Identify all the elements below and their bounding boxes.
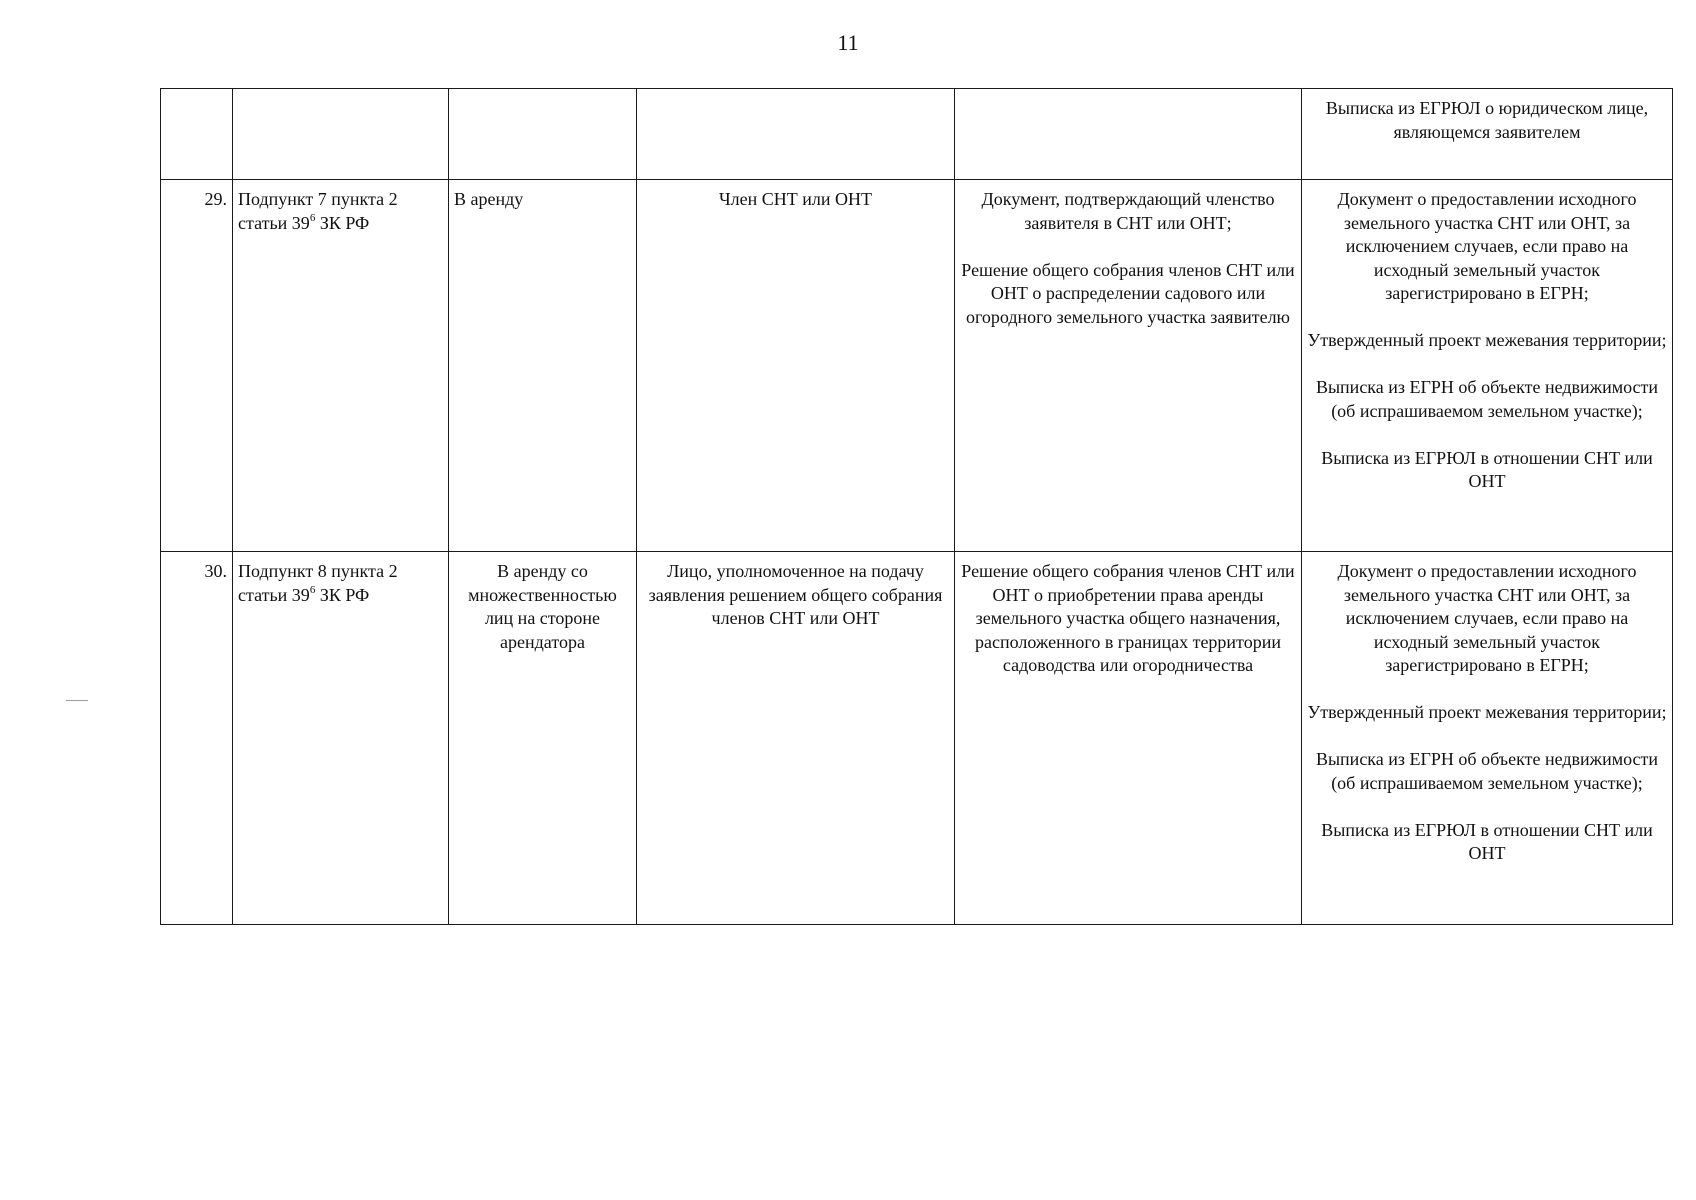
requested-docs (1302, 552, 1673, 925)
cell-right-type (449, 89, 637, 180)
requested-doc: Выписка из ЕГРН об объекте недвижимости (об испрашиваемом земельном участке); (1315, 377, 1659, 421)
services-table (160, 88, 1673, 925)
cell-basis (233, 89, 449, 180)
applicant-doc: Решение общего собрания членов СНТ или ОНТ о приобретении права аренды земельного участка общего назначения, расположенного в границах территории садоводства или огородничества (961, 561, 1295, 675)
table-row-continuation (161, 89, 1673, 180)
basis-tail: ЗК РФ (315, 584, 370, 605)
cell-number (161, 89, 233, 180)
applicant-doc: Документ, подтверждающий членство заявителя в СНТ или ОНТ; (981, 189, 1275, 233)
requested-doc: Утвержденный проект межевания территории; (1307, 702, 1667, 722)
requested-doc: Выписка из ЕГРЮЛ в отношении СНТ или ОНТ (1321, 447, 1653, 491)
legal-basis (233, 552, 449, 925)
row-number: 29. (161, 180, 233, 552)
basis-superscript: 6 (309, 583, 316, 596)
applicant-doc: Решение общего собрания членов СНТ или ОНТ о распределении садового или огородного земельного участка заявителю (961, 259, 1295, 327)
applicant-docs (955, 180, 1302, 552)
requested-docs (1302, 180, 1673, 552)
right-type: В аренду со множественностью лиц на стороне арендатора (449, 552, 637, 925)
margin-mark (66, 700, 88, 701)
row-number: 30. (161, 552, 233, 925)
requested-doc: Документ о предоставлении исходного земельного участка СНТ или ОНТ, за исключением случаев, если право на исходный земельный участок зарегистрировано в ЕГРН; (1337, 561, 1637, 675)
requested-doc: Выписка из ЕГРЮЛ о юридическом лице, являющемся заявителем (1325, 98, 1649, 142)
applicant: Лицо, уполномоченное на подачу заявления решением общего собрания членов СНТ или ОНТ (637, 552, 955, 925)
legal-basis (233, 180, 449, 552)
basis-text: Подпункт 7 пункта 2 статьи 39 (238, 189, 398, 233)
page-number: 11 (837, 30, 859, 55)
basis-text: Подпункт 8 пункта 2 статьи 39 (238, 561, 398, 605)
requested-doc: Документ о предоставлении исходного земельного участка СНТ или ОНТ, за исключением случаев, если право на исходный земельный участок зарегистрировано в ЕГРН; (1337, 189, 1637, 303)
table-row (161, 552, 1673, 925)
requested-doc: Утвержденный проект межевания территории; (1307, 330, 1667, 350)
basis-tail: ЗК РФ (315, 212, 370, 233)
applicant-docs (955, 552, 1302, 925)
cell-requested-docs (1302, 89, 1673, 180)
applicant: Член СНТ или ОНТ (637, 180, 955, 552)
requested-doc: Выписка из ЕГРЮЛ в отношении СНТ или ОНТ (1321, 819, 1653, 863)
basis-superscript: 6 (309, 211, 316, 224)
right-type: В аренду (449, 180, 637, 552)
table-row (161, 180, 1673, 552)
cell-applicant (637, 89, 955, 180)
requested-doc: Выписка из ЕГРН об объекте недвижимости (об испрашиваемом земельном участке); (1315, 749, 1659, 793)
cell-applicant-docs (955, 89, 1302, 180)
